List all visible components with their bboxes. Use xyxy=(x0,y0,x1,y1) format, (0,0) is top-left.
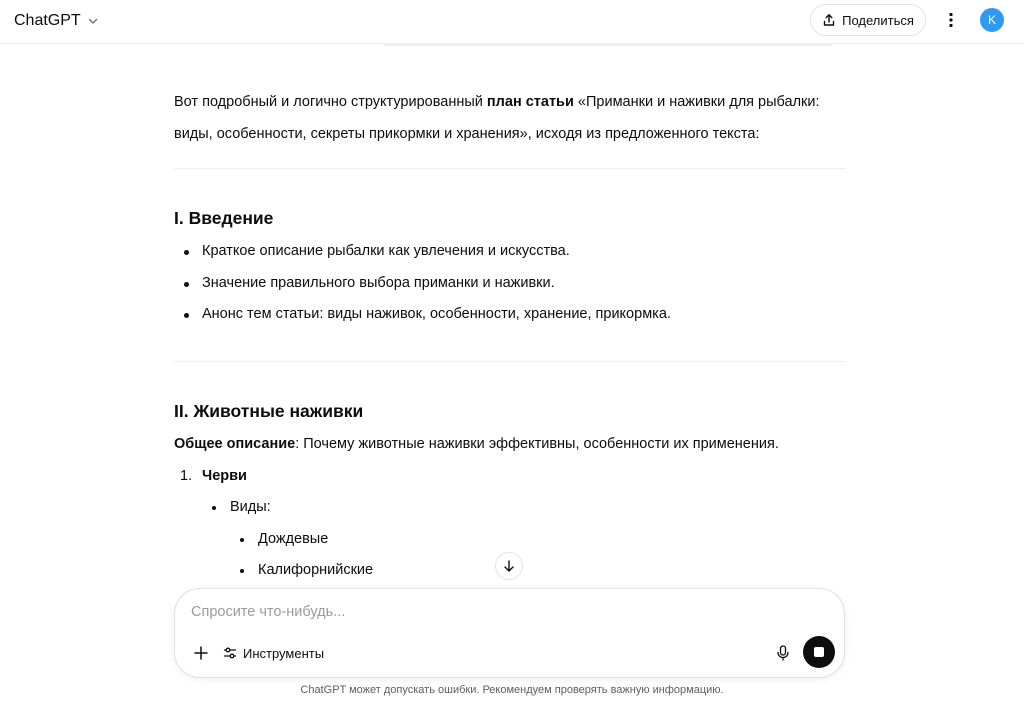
stop-generating-button[interactable] xyxy=(803,636,835,668)
vertical-dots-icon xyxy=(949,12,953,28)
bullet-dot xyxy=(184,282,189,287)
stop-icon xyxy=(814,647,824,657)
list-item-title: Черви xyxy=(202,468,247,484)
general-description: Общее описание: Почему животные наживки эффективны, особенности их применения. xyxy=(174,436,779,452)
avatar-initial: K xyxy=(987,13,996,27)
disclaimer: ChatGPT может допускать ошибки. Рекомендуем проверять важную информацию. xyxy=(300,684,724,696)
scroll-shadow xyxy=(384,44,832,46)
prompt-input[interactable] xyxy=(191,601,791,623)
top-bar xyxy=(0,0,1024,44)
plus-icon xyxy=(194,646,208,660)
share-icon xyxy=(822,13,836,27)
divider xyxy=(174,361,846,362)
sub-list-label: Виды: xyxy=(230,499,271,515)
sub-list-item: Калифорнийские xyxy=(258,562,374,578)
intro-paragraph: Вот подробный и логично структурированный план статьи «Приманки и наживки для рыбалки: виды, особенности, секреты прикормки и хранения», исходя из предложенного текста: xyxy=(174,94,820,142)
list-item: Анонс тем статьи: виды наживок, особенности, хранение, прикормка. xyxy=(202,306,671,322)
bullet-dot xyxy=(184,313,189,318)
share-label: Поделиться xyxy=(842,12,914,28)
share-button[interactable] xyxy=(810,4,926,36)
bullet-dot xyxy=(212,506,216,510)
bullet-dot xyxy=(184,250,189,255)
model-selector[interactable] xyxy=(14,9,99,33)
model-name: ChatGPT xyxy=(14,12,81,29)
sub-list-item: Дождевые xyxy=(258,531,329,547)
bullet-dot xyxy=(240,538,244,542)
list-item: Значение правильного выбора приманки и наживки. xyxy=(202,275,555,291)
divider xyxy=(174,168,846,169)
avatar[interactable] xyxy=(980,8,1004,32)
tools-button[interactable] xyxy=(223,640,324,666)
dictate-button[interactable] xyxy=(771,641,795,665)
chevron-down-icon xyxy=(87,15,99,27)
bullet-dot xyxy=(240,569,244,573)
composer xyxy=(174,588,845,678)
scroll-down-button[interactable] xyxy=(495,552,523,580)
sliders-icon xyxy=(223,646,237,660)
section-heading: II. Животные наживки xyxy=(174,401,364,421)
section-heading: I. Введение xyxy=(174,208,274,228)
microphone-icon xyxy=(776,645,790,661)
add-attachment-button[interactable] xyxy=(189,641,213,665)
list-number: 1. xyxy=(180,468,193,484)
more-options-button[interactable] xyxy=(939,8,963,32)
list-item: Краткое описание рыбалки как увлечения и искусства. xyxy=(202,243,570,259)
tools-label: Инструменты xyxy=(243,645,325,661)
arrow-down-icon xyxy=(502,559,516,573)
